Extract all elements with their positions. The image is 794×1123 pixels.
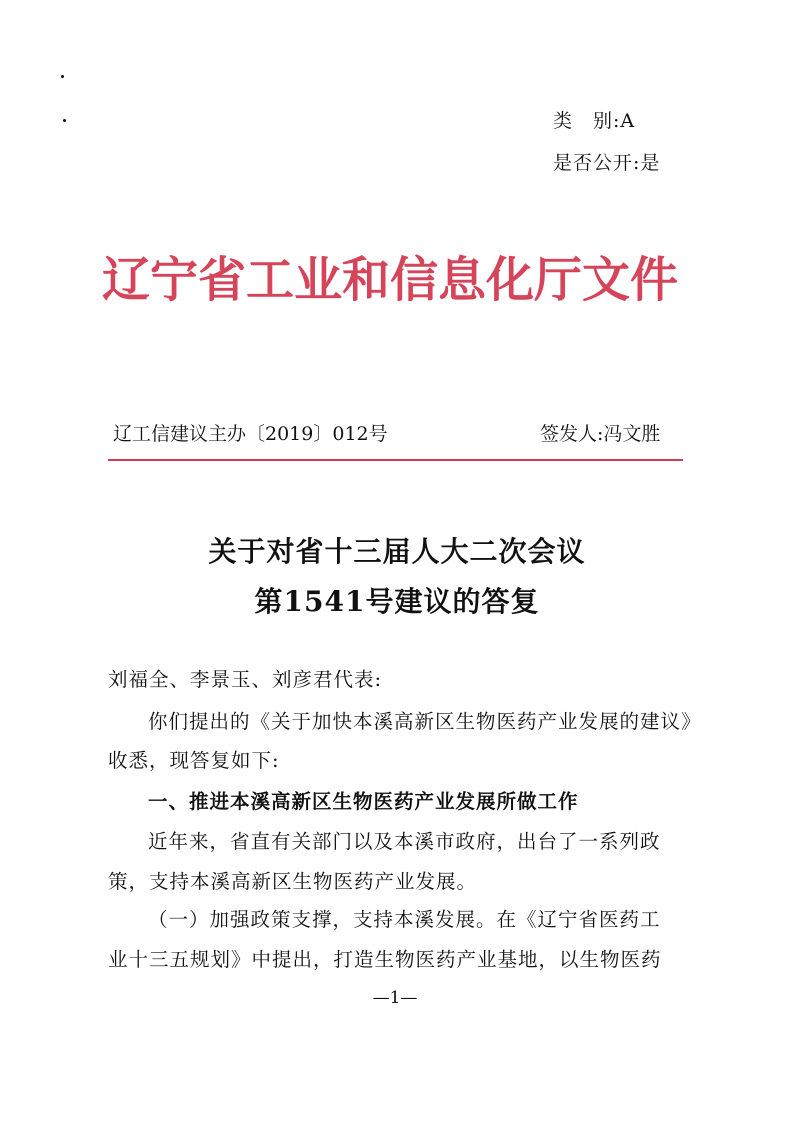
paragraph-3-line-2: 业十三五规划》中提出，打造生物医药产业基地，以生物医药 [108, 948, 662, 971]
scan-mark-dot [63, 119, 66, 122]
paragraph-2-line-2: 策，支持本溪高新区生物医药产业发展。 [108, 870, 478, 893]
scan-mark-dot [61, 75, 64, 78]
section-1-heading: 一、推进本溪高新区生物医药产业发展所做工作 [148, 790, 579, 813]
red-divider-rule [108, 459, 683, 461]
public-label: 是否公开: [553, 152, 641, 174]
paragraph-3-line-1: （一）加强政策支撑，支持本溪发展。在《辽宁省医药工 [148, 908, 661, 931]
category-label: 类 别: [553, 110, 621, 132]
category-value: A [620, 110, 636, 132]
signer: 签发人:冯文胜 [540, 423, 661, 445]
category-field [553, 106, 635, 133]
document-title-line1: 关于对省十三届人大二次会议 [208, 535, 586, 568]
paragraph-1-line-2: 收悉，现答复如下: [108, 749, 280, 772]
public-field [553, 148, 660, 175]
page-number: —1— [372, 988, 418, 1008]
document-title-line2: 第1541号建议的答复 [254, 585, 540, 618]
document-number: 辽工信建议主办〔2019〕012号 [113, 423, 388, 445]
salutation: 刘福全、李景玉、刘彦君代表: [108, 668, 383, 691]
agency-title: 辽宁省工业和信息化厅文件 [102, 252, 679, 308]
paragraph-2-line-1: 近年来，省直有关部门以及本溪市政府，出台了一系列政 [148, 830, 661, 853]
paragraph-1-line-1: 你们提出的《关于加快本溪高新区生物医药产业发展的建议》 [148, 710, 702, 733]
public-value: 是 [640, 152, 661, 174]
